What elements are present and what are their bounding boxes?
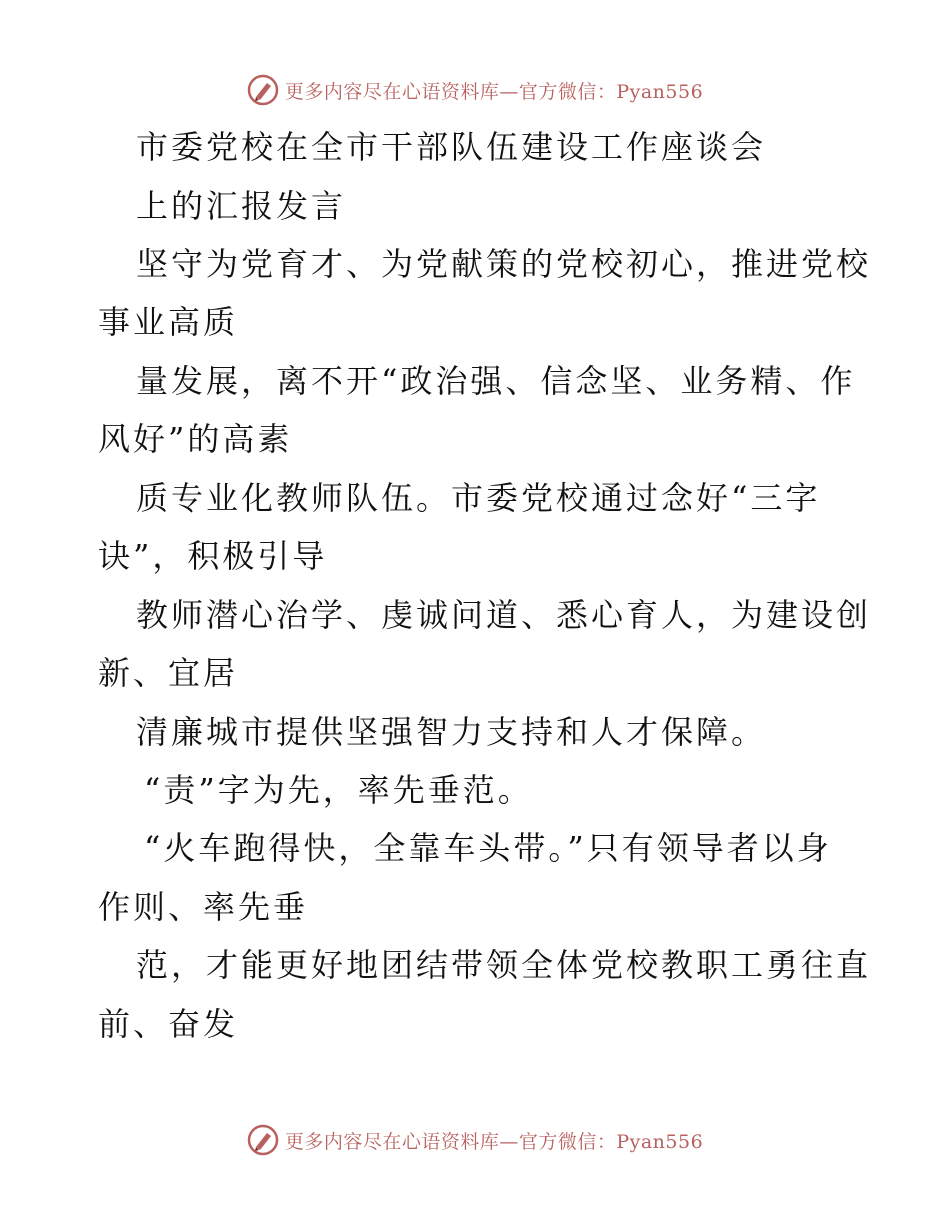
doc-paragraph-line: 事业高质	[98, 303, 239, 341]
doc-paragraph-line: 前、奋发	[98, 1005, 239, 1043]
pen-logo-icon	[247, 74, 279, 106]
footer-watermark-banner	[0, 1120, 950, 1160]
doc-paragraph-line: 质专业化教师队伍。市委党校通过念好“三字	[136, 479, 821, 517]
watermark-text: 更多内容尽在心语资料库—官方微信：Pyan556	[284, 1130, 704, 1153]
doc-paragraph-line: 风好”的高素	[98, 420, 293, 458]
doc-paragraph-line: 坚守为党育才、为党献策的党校初心，推进党校	[136, 245, 872, 283]
watermark-text: 更多内容尽在心语资料库—官方微信：Pyan556	[284, 80, 704, 103]
header-watermark-banner	[0, 70, 950, 110]
doc-title-line-2: 上的汇报发言	[136, 187, 347, 225]
doc-paragraph-line: 教师潜心治学、虔诚问道、悉心育人，为建设创	[136, 596, 872, 634]
doc-section-heading: “责”字为先，率先垂范。	[144, 771, 533, 809]
doc-title-line-1: 市委党校在全市干部队伍建设工作座谈会	[136, 128, 767, 166]
doc-paragraph-line: 新、宜居	[98, 654, 239, 692]
doc-paragraph-line: 范，才能更好地团结带领全体党校教职工勇往直	[136, 946, 872, 984]
doc-paragraph-line: “火车跑得快，全靠车头带。”只有领导者以身	[144, 829, 832, 867]
doc-paragraph-line: 诀”，积极引导	[98, 537, 328, 575]
pen-logo-icon	[247, 1124, 279, 1156]
doc-paragraph-line: 作则、率先垂	[98, 888, 309, 926]
doc-paragraph-line: 清廉城市提供坚强智力支持和人才保障。	[136, 713, 767, 751]
doc-paragraph-line: 量发展，离不开“政治强、信念坚、业务精、作	[136, 362, 856, 400]
